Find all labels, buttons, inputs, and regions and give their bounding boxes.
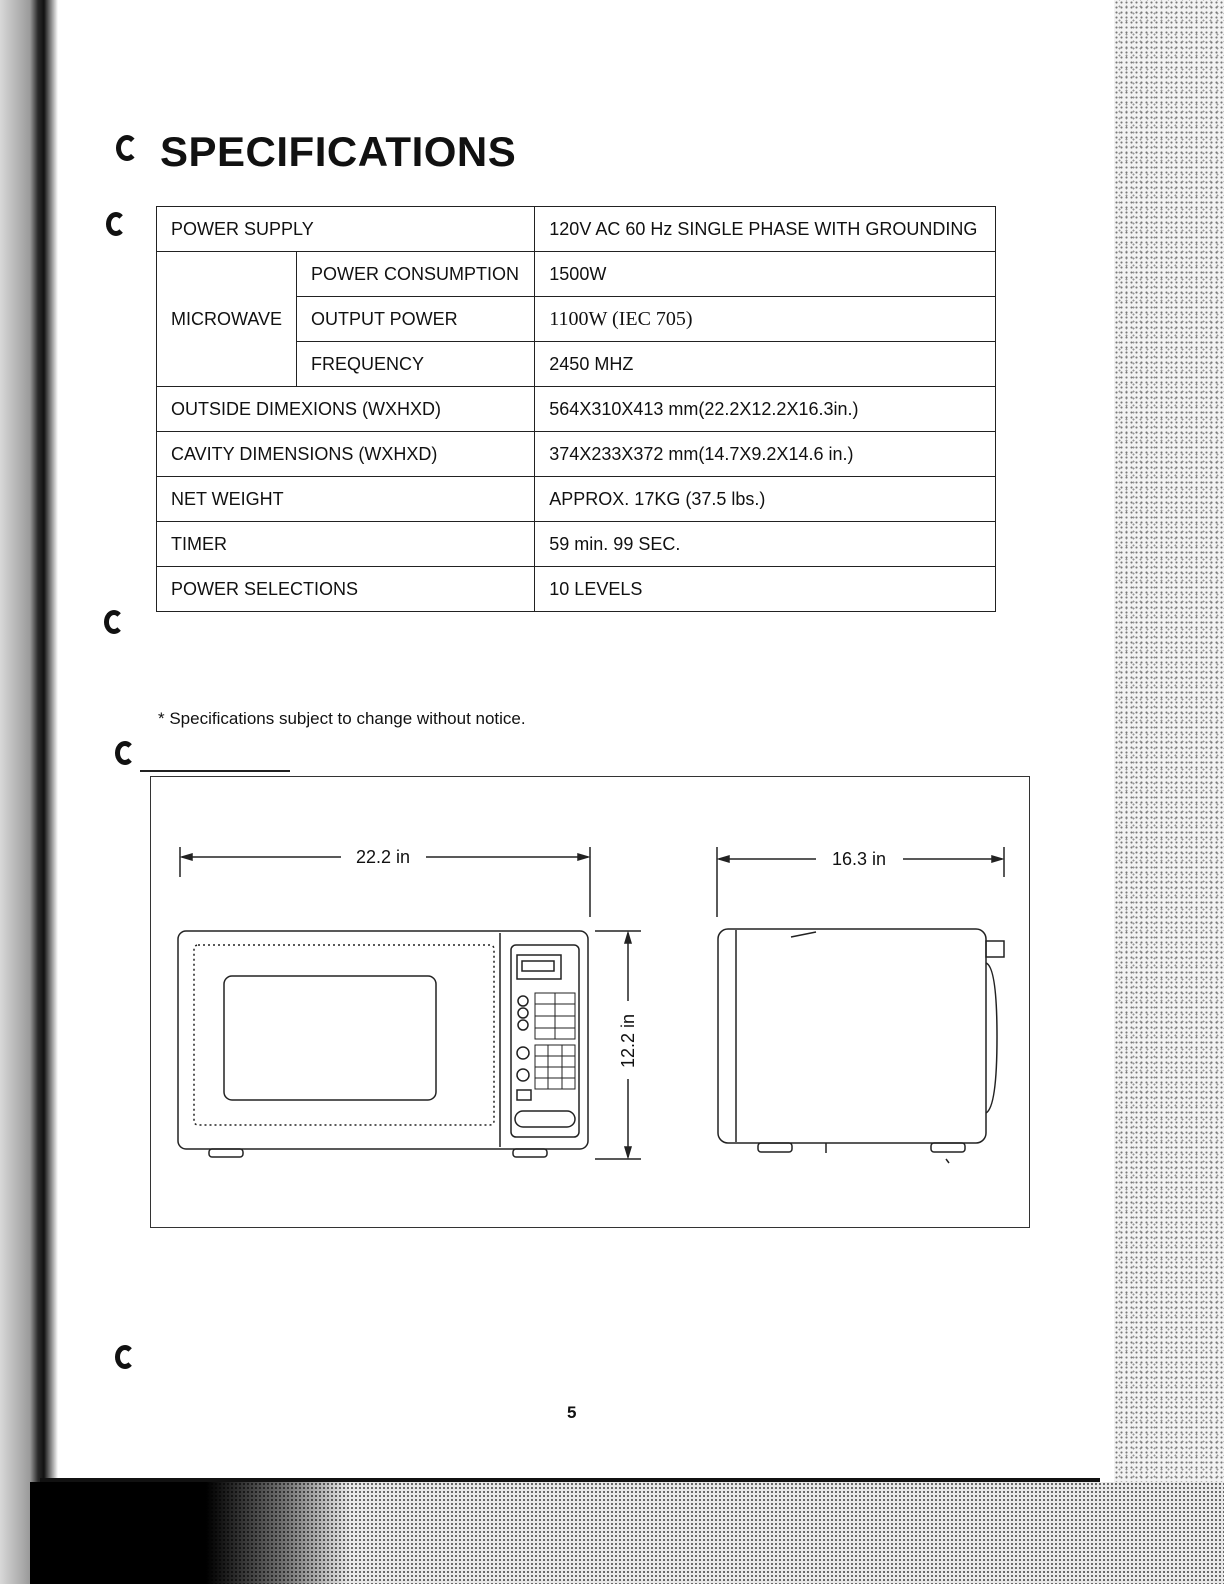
- binder-hole-mark: [106, 212, 126, 236]
- foot: [209, 1149, 243, 1157]
- spec-label: CAVITY DIMENSIONS (WXHXD): [157, 432, 535, 477]
- microwave-front-body: [178, 931, 588, 1149]
- scan-bottom-band: [30, 1482, 1224, 1584]
- arrow-head: [719, 856, 729, 862]
- control-panel: [511, 945, 579, 1137]
- footnote: * Specifications subject to change without notice.: [158, 709, 526, 728]
- spec-label: OUTSIDE DIMEXIONS (WXHXD): [157, 387, 535, 432]
- control-dial-icon: [517, 1069, 529, 1081]
- control-dial-icon: [518, 996, 528, 1006]
- control-dial-icon: [517, 1047, 529, 1059]
- spec-value: 1500W: [535, 252, 996, 297]
- binder-hole-mark: [116, 135, 138, 161]
- scan-right-edge: [1114, 0, 1224, 1584]
- spec-value: 1100W (IEC 705): [535, 297, 996, 342]
- spec-sub-label: FREQUENCY: [297, 342, 535, 387]
- rear-cover: [986, 963, 997, 1113]
- microwave-dimension-drawing: [151, 777, 1028, 1226]
- table-row: [157, 567, 996, 612]
- arrow-head: [625, 1147, 631, 1157]
- spec-value: 10 LEVELS: [535, 567, 996, 612]
- binder-hole-mark: [115, 1345, 135, 1369]
- door-release-button: [515, 1111, 575, 1127]
- spec-label: POWER SUPPLY: [157, 207, 535, 252]
- height-label: 12.2 in: [618, 1013, 638, 1069]
- side-depth-label: 16.3 in: [831, 849, 887, 869]
- door-outline: [194, 945, 494, 1125]
- spec-value: 59 min. 99 SEC.: [535, 522, 996, 567]
- table-row: [157, 522, 996, 567]
- page-number: 5: [567, 1403, 577, 1422]
- arrow-head: [578, 854, 588, 860]
- rear-connector: [986, 941, 1004, 957]
- dimension-figure: [150, 776, 1030, 1228]
- arrow-head: [182, 854, 192, 860]
- table-row: [157, 432, 996, 477]
- front-width-label: 22.2 in: [355, 847, 411, 867]
- table-row: [157, 387, 996, 432]
- spec-value: 374X233X372 mm(14.7X9.2X14.6 in.): [535, 432, 996, 477]
- spec-sub-label: POWER CONSUMPTION: [297, 252, 535, 297]
- door-window: [224, 976, 436, 1100]
- binder-hole-mark: [104, 610, 124, 634]
- keypad-key: [517, 1090, 531, 1100]
- foot: [513, 1149, 547, 1157]
- spec-label: POWER SELECTIONS: [157, 567, 535, 612]
- display-digits: [522, 961, 554, 971]
- divider: [140, 770, 290, 772]
- spec-value: APPROX. 17KG (37.5 lbs.): [535, 477, 996, 522]
- microwave-side-body: [718, 929, 986, 1143]
- spec-sub-label: OUTPUT POWER: [297, 297, 535, 342]
- spec-label: TIMER: [157, 522, 535, 567]
- table-row: [157, 207, 996, 252]
- arrow-head: [992, 856, 1002, 862]
- side-mark: [791, 932, 816, 937]
- spec-group-label: MICROWAVE: [157, 252, 297, 387]
- spec-table: [156, 206, 996, 612]
- spec-label: NET WEIGHT: [157, 477, 535, 522]
- spec-value: 2450 MHZ: [535, 342, 996, 387]
- table-row: [157, 477, 996, 522]
- binder-hole-mark: [115, 741, 135, 765]
- control-dial-icon: [518, 1008, 528, 1018]
- side-mark: [946, 1159, 949, 1163]
- arrow-head: [625, 933, 631, 943]
- scan-left-edge: [0, 0, 58, 1584]
- keypad-grid: [535, 993, 575, 1089]
- control-dial-icon: [518, 1020, 528, 1030]
- spec-value: 564X310X413 mm(22.2X12.2X16.3in.): [535, 387, 996, 432]
- page-title: SPECIFICATIONS: [160, 128, 517, 175]
- spec-value: 120V AC 60 Hz SINGLE PHASE WITH GROUNDING: [535, 207, 996, 252]
- foot: [758, 1143, 792, 1152]
- table-row: [157, 252, 996, 297]
- foot: [931, 1143, 965, 1152]
